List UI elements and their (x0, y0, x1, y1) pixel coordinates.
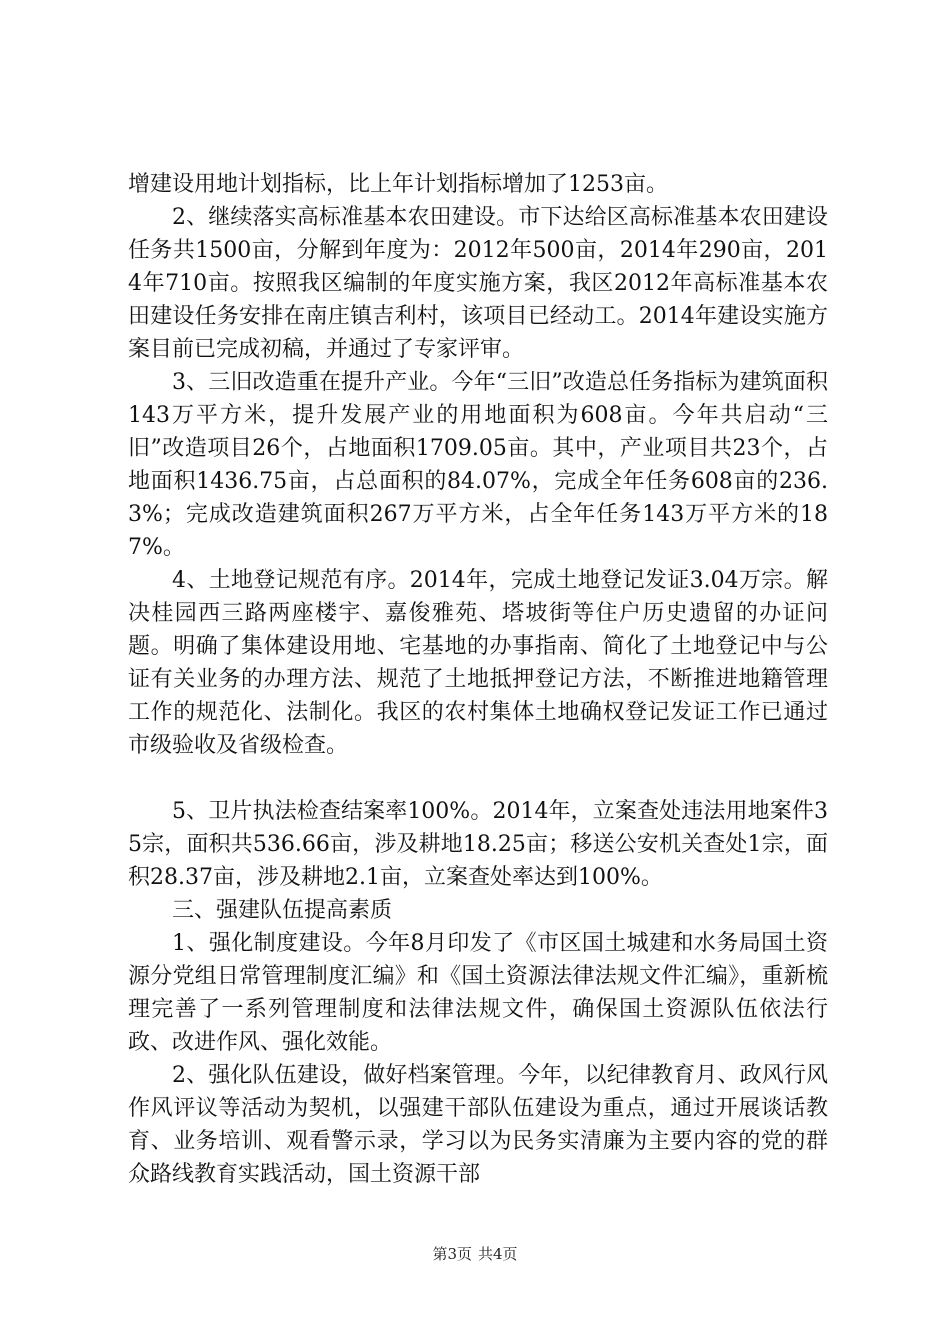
paragraph-farmland-construction: 2、继续落实高标准基本农田建设。市下达给区高标准基本农田建设任务共1500亩，分解到年度为：2012年500亩，2014年290亩，2014年710亩。按照我区编制的年度实施方案，我区2012年高标准基本农田建设任务安排在南庄镇吉利村，该项目已经动工。2014年建设实施方案目前已完成初稿，并通过了专家评审。 (128, 205, 828, 362)
page-total: 共4页 (478, 1245, 518, 1263)
paragraph-continuation: 增建设用地计划指标，比上年计划指标增加了1253亩。 (128, 172, 668, 197)
paragraph-system-building: 1、强化制度建设。今年8月印发了《市区国土城建和水务局国土资源分党组日常管理制度汇编》和《国土资源法律法规文件汇编》，重新梳理完善了一系列管理制度和法律法规文件，确保国土资源队伍依法行政、改进作风、强化效能。 (128, 931, 828, 1055)
page-number: 第3页 (432, 1245, 472, 1263)
paragraph-team-building: 2、强化队伍建设，做好档案管理。今年，以纪律教育月、政风行风作风评议等活动为契机，以强建干部队伍建设为重点，通过开展谈话教育、业务培训、观看警示录，学习以为民务实清廉为主要内容的党的群众路线教育实践活动，国土资源干部 (128, 1063, 828, 1187)
section-heading: 三、强建队伍提高素质 (172, 898, 393, 923)
paragraph-three-old-renovation: 3、三旧改造重在提升产业。今年“三旧”改造总任务指标为建筑面积143万平方米，提升发展产业的用地面积为608亩。今年共启动“三旧”改造项目26个，占地面积1709.05亩。其中，产业项目共23个，占地面积1436.75亩，占总面积的84.07%，完成全年任务608亩的236.3%；完成改造建筑面积267万平方米，占全年任务143万平方米的187%。 (128, 370, 828, 560)
page-footer (0, 1244, 950, 1264)
document-body (128, 168, 828, 1191)
paragraph-satellite-enforcement: 5、卫片执法检查结案率100%。2014年，立案查处违法用地案件35宗，面积共536.66亩，涉及耕地18.25亩；移送公安机关查处1宗，面积28.37亩，涉及耕地2.1亩，立案查处率达到100%。 (128, 799, 828, 890)
paragraph-land-registration: 4、土地登记规范有序。2014年，完成土地登记发证3.04万宗。解决桂园西三路两座楼宇、嘉俊雅苑、塔坡街等住户历史遗留的办证问题。明确了集体建设用地、宅基地的办事指南、简化了土地登记中与公证有关业务的办理方法、规范了土地抵押登记方法，不断推进地籍管理工作的规范化、法制化。我区的农村集体土地确权登记发证工作已通过市级验收及省级检查。 (128, 568, 828, 758)
